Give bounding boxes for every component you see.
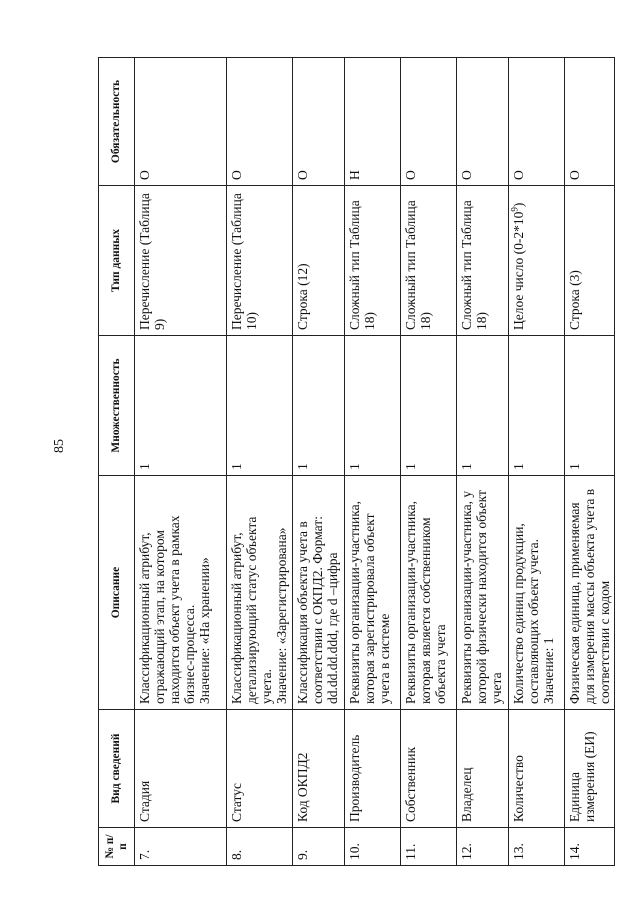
cell-req: О: [401, 58, 457, 186]
cell-num: 11.: [401, 828, 457, 866]
table-header-row: [99, 58, 135, 866]
desc-line: Классификационный атрибут, детализирующий статус объекта учета.: [229, 516, 274, 704]
desc-line: Реквизиты организации-участника, которая является собственником объекта учета: [403, 501, 448, 704]
cell-mult: 1: [457, 336, 509, 476]
cell-desc: [565, 476, 615, 710]
cell-type: Перечисление (Таблица 10): [227, 186, 293, 336]
table-row: [565, 58, 615, 866]
cell-kind: Количество: [509, 710, 565, 828]
cell-num: 7.: [135, 828, 227, 866]
attributes-table: [98, 57, 615, 866]
cell-mult: 1: [135, 336, 227, 476]
cell-num: 9.: [293, 828, 345, 866]
table-row: [401, 58, 457, 866]
cell-kind: Владелец: [457, 710, 509, 828]
cell-type: Перечисление (Таблица 9): [135, 186, 227, 336]
cell-type: Строка (12): [293, 186, 345, 336]
cell-kind: Код ОКПД2: [293, 710, 345, 828]
cell-req: О: [135, 58, 227, 186]
cell-kind: Стадия: [135, 710, 227, 828]
desc-line: Реквизиты организации-участника, у которой физически находится объект учета: [459, 490, 504, 704]
cell-desc: [401, 476, 457, 710]
cell-desc: [509, 476, 565, 710]
desc-line: Значение: «На хранении»: [197, 557, 212, 704]
cell-kind: Производитель: [345, 710, 401, 828]
cell-type: Сложный тип Таблица 18): [401, 186, 457, 336]
header-mult: Множественность: [99, 336, 135, 476]
desc-line: Количество единиц продукции, составляющих объект учета.: [511, 523, 541, 704]
cell-req: О: [293, 58, 345, 186]
cell-mult: 1: [401, 336, 457, 476]
cell-desc: [293, 476, 345, 710]
cell-type: [509, 186, 565, 336]
cell-desc: [227, 476, 293, 710]
cell-mult: 1: [565, 336, 615, 476]
cell-desc: [345, 476, 401, 710]
cell-req: О: [457, 58, 509, 186]
cell-num: 14.: [565, 828, 615, 866]
table-row: [457, 58, 509, 866]
cell-mult: 1: [293, 336, 345, 476]
page-number: 85: [52, 439, 67, 453]
desc-line: Значение: 1: [541, 637, 556, 704]
header-req: Обязательность: [99, 58, 135, 186]
table-row: [509, 58, 565, 866]
cell-num: 13.: [509, 828, 565, 866]
table-row: [227, 58, 293, 866]
header-num: № п/п: [99, 828, 135, 866]
desc-line: Классификационный атрибут, отражающий этап, на котором находится объект учета в рамках бизнес-процесса.: [137, 515, 197, 704]
cell-num: 8.: [227, 828, 293, 866]
table-row: [135, 58, 227, 866]
cell-num: 10.: [345, 828, 401, 866]
table-row: [345, 58, 401, 866]
cell-desc: [457, 476, 509, 710]
cell-desc: [135, 476, 227, 710]
header-type: Тип данных: [99, 186, 135, 336]
rotated-table-container: [98, 58, 612, 866]
cell-type: Сложный тип Таблица 18): [345, 186, 401, 336]
type-exponent: 9: [509, 207, 520, 212]
cell-mult: 1: [227, 336, 293, 476]
cell-req: Н: [345, 58, 401, 186]
type-text: Целое число (0-2*10: [511, 211, 526, 330]
table-row: [293, 58, 345, 866]
desc-line: Физическая единица, применяемая для измерения массы объекта учета в соответствии с кодом: [567, 488, 612, 704]
desc-line: Значение: «Зарегистрирована»: [274, 527, 289, 704]
type-suffix: ): [511, 202, 526, 208]
cell-req: О: [509, 58, 565, 186]
header-kind: Вид сведений: [99, 710, 135, 828]
cell-type: Строка (3): [565, 186, 615, 336]
cell-kind: Статус: [227, 710, 293, 828]
desc-line: Классификация объекта учета в соответствии с ОКПД2. Формат: dd.dd.dd.ddd, где d –цифра: [295, 516, 340, 704]
cell-kind: Единица измерения (ЕИ): [565, 710, 615, 828]
cell-req: О: [565, 58, 615, 186]
cell-req: О: [227, 58, 293, 186]
desc-line: Реквизиты организации-участника, которая зарегистрировала объект учета в системе: [347, 501, 392, 704]
cell-mult: 1: [345, 336, 401, 476]
cell-type: Сложный тип Таблица 18): [457, 186, 509, 336]
header-desc: Описание: [99, 476, 135, 710]
cell-kind: Собственник: [401, 710, 457, 828]
cell-num: 12.: [457, 828, 509, 866]
cell-mult: 1: [509, 336, 565, 476]
